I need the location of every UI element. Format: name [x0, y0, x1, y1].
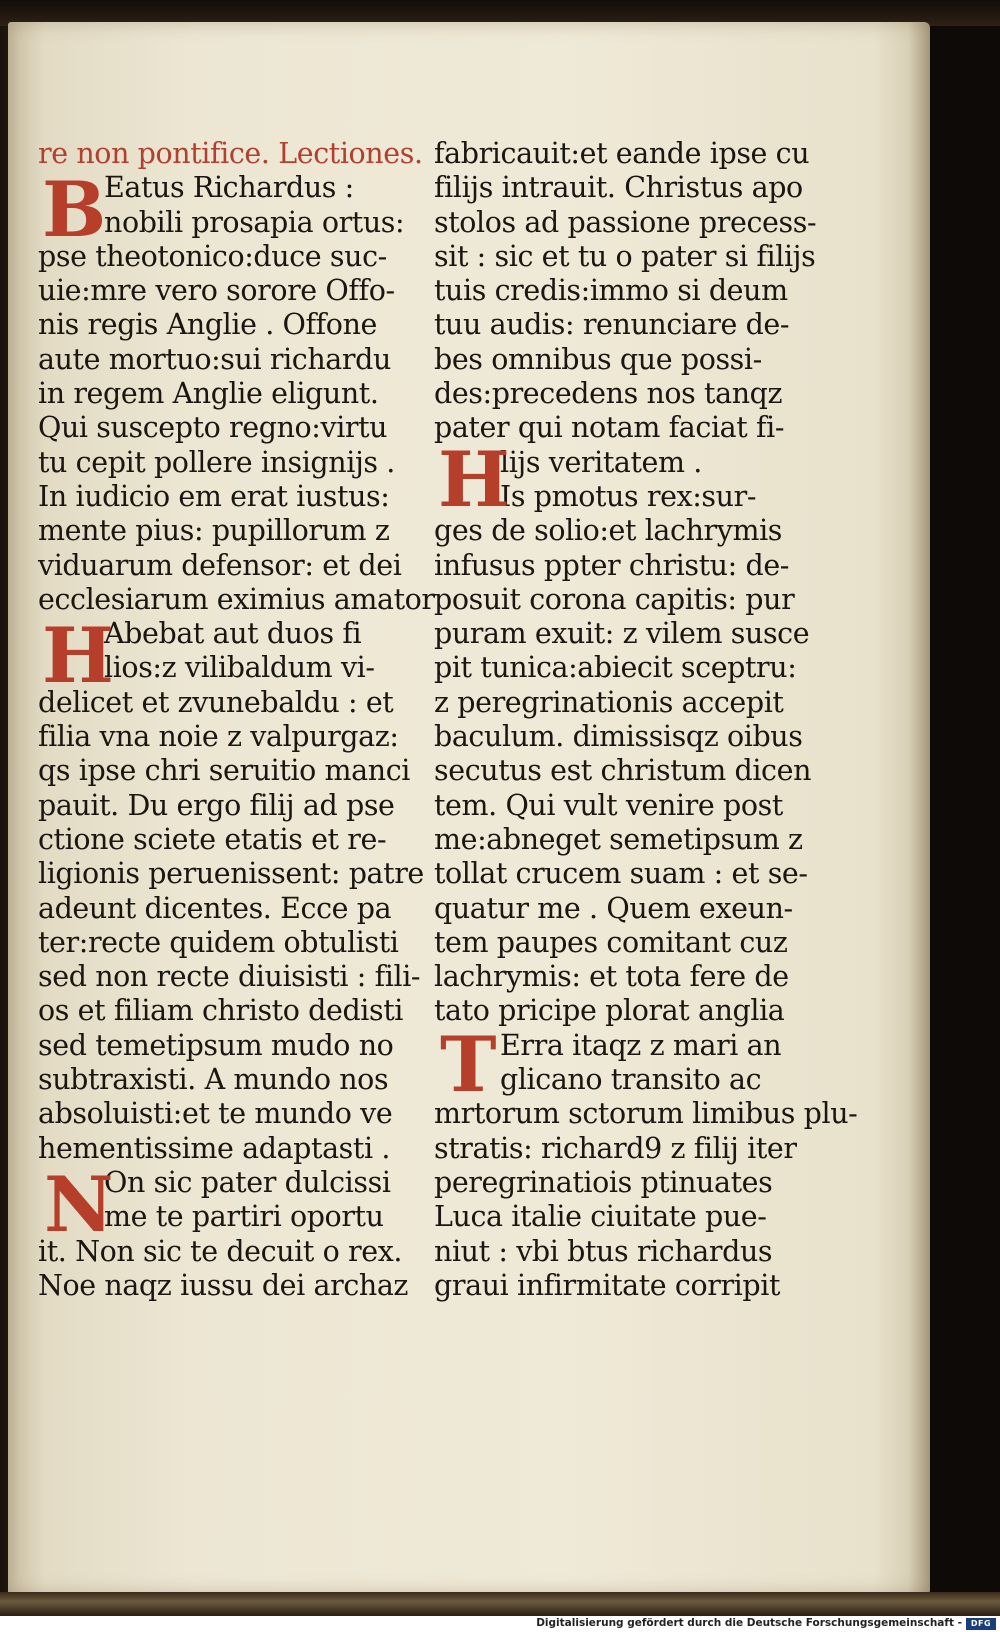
- gutter-shadow: [908, 22, 930, 1594]
- text-line: lijs veritatem .: [500, 445, 702, 479]
- red-initial-h: H: [42, 611, 114, 700]
- text-line: uie:mre vero sorore Offo-: [38, 274, 395, 308]
- red-initial-t: T: [440, 1020, 497, 1109]
- text-line: tuu audis: renunciare de-: [434, 308, 790, 342]
- dfg-logo: DFG: [966, 1618, 996, 1630]
- text-line: tem. Qui vult venire post: [434, 788, 783, 822]
- funding-credit: Digitalisierung gefördert durch die Deutsche Forschungsgemeinschaft -: [536, 1617, 962, 1629]
- text-line: sed non recte diuisisti : fili-: [38, 960, 421, 994]
- text-line: nobili prosapia ortus:: [104, 205, 405, 239]
- text-line: fabricauit:et eande ipse cu: [434, 137, 810, 170]
- text-line: Noe naqz iussu dei archaz: [38, 1268, 409, 1302]
- text-line: Qui suscepto regno:virtu: [38, 411, 388, 445]
- text-line: adeunt dicentes. Ecce pa: [38, 891, 392, 925]
- right-column: [434, 137, 858, 1303]
- text-line: tem paupes comitant cuz: [434, 925, 788, 959]
- text-line: pse theotonico:duce suc-: [38, 239, 387, 273]
- text-line: infusus ppter christu: de-: [434, 548, 790, 582]
- text-line: me te partiri oportu: [104, 1200, 384, 1234]
- text-line: aute mortuo:sui richardu: [38, 342, 391, 376]
- red-initial-n: N: [44, 1160, 114, 1249]
- text-line: tollat crucem suam : et se-: [434, 857, 808, 891]
- text-line: ctione sciete etatis et re-: [38, 822, 387, 856]
- text-line: lachrymis: et tota fere de: [434, 960, 789, 994]
- text-line: glicano transito ac: [500, 1063, 762, 1097]
- text-line: z peregrinationis accepit: [434, 685, 784, 719]
- left-column: [38, 137, 435, 1303]
- text-line: In iudicio em erat iustus:: [38, 479, 390, 513]
- text-line: Abebat aut duos fi: [104, 617, 362, 651]
- text-line: it. Non sic te decuit o rex.: [38, 1234, 403, 1268]
- text-line: sit : sic et tu o pater si filijs: [434, 239, 816, 273]
- text-line: delicet et zvunebaldu : et: [38, 685, 394, 719]
- text-line: filijs intrauit. Christus apo: [434, 171, 803, 205]
- text-line: os et filiam christo dedisti: [38, 994, 404, 1028]
- text-line: posuit corona capitis: pur: [434, 582, 795, 616]
- text-line: nis regis Anglie . Offone: [38, 308, 377, 342]
- text-line: pit tunica:abiecit sceptru:: [434, 651, 797, 685]
- text-line: On sic pater dulcissi: [104, 1165, 391, 1199]
- text-line: peregrinatiois ptinuates: [434, 1165, 773, 1199]
- text-line: secutus est christum dicen: [434, 754, 812, 788]
- text-line: ligionis peruenissent: patre: [38, 857, 424, 891]
- text-line: graui infirmitate corripit: [434, 1268, 781, 1302]
- text-line: pauit. Du ergo filij ad pse: [38, 788, 395, 822]
- text-line: viduarum defensor: et dei: [38, 548, 402, 582]
- text-line: me:abneget semetipsum z: [434, 822, 803, 856]
- text-line: subtraxisti. A mundo nos: [38, 1063, 389, 1097]
- red-initial-h: H: [438, 435, 510, 524]
- text-line: hementissime adaptasti .: [38, 1131, 390, 1165]
- text-line: niut : vbi btus richardus: [434, 1234, 773, 1268]
- book-bottom-edge: [0, 1592, 1000, 1616]
- text-line: des:precedens nos tanqz: [434, 377, 783, 411]
- text-line: mrtorum sctorum limibus plu-: [434, 1097, 858, 1131]
- text-line: lios:z vilibaldum vi-: [104, 651, 375, 685]
- text-line: ges de solio:et lachrymis: [434, 514, 783, 548]
- red-initial-b: B: [42, 165, 107, 254]
- text-line: stolos ad passione precess-: [434, 205, 817, 239]
- text-line: puram exuit: z vilem susce: [434, 617, 810, 651]
- text-line: stratis: richard9 z filij iter: [434, 1131, 797, 1165]
- text-line: quatur me . Quem exeun-: [434, 891, 793, 925]
- text-line: ecclesiarum eximius amator: [38, 582, 435, 616]
- text-line: tato pricipe plorat anglia: [434, 994, 785, 1028]
- text-line: mente pius: pupillorum z: [38, 514, 390, 548]
- text-line: tu cepit pollere insignijs .: [38, 445, 395, 479]
- text-line: pater qui notam faciat fi-: [434, 411, 785, 445]
- text-line: ter:recte quidem obtulisti: [38, 925, 399, 959]
- text-line: baculum. dimissisqz oibus: [434, 720, 803, 754]
- text-line: qs ipse chri seruitio manci: [38, 754, 410, 788]
- digitization-footer: [0, 1616, 1000, 1632]
- text-line: Is pmotus rex:sur-: [500, 479, 757, 513]
- text-line: in regem Anglie eligunt.: [38, 377, 379, 411]
- text-line: Luca italie ciuitate pue-: [434, 1200, 767, 1234]
- text-line: filia vna noie z valpurgaz:: [38, 720, 399, 754]
- text-line: Eatus Richardus :: [104, 171, 354, 205]
- text-line: bes omnibus que possi-: [434, 342, 762, 376]
- rubric-heading: re non pontifice. Lectiones.: [38, 137, 423, 170]
- text-line: tuis credis:immo si deum: [434, 274, 788, 308]
- text-line: sed temetipsum mudo no: [38, 1028, 394, 1062]
- text-line: absoluisti:et te mundo ve: [38, 1097, 393, 1131]
- text-line: Erra itaqz z mari an: [500, 1028, 782, 1062]
